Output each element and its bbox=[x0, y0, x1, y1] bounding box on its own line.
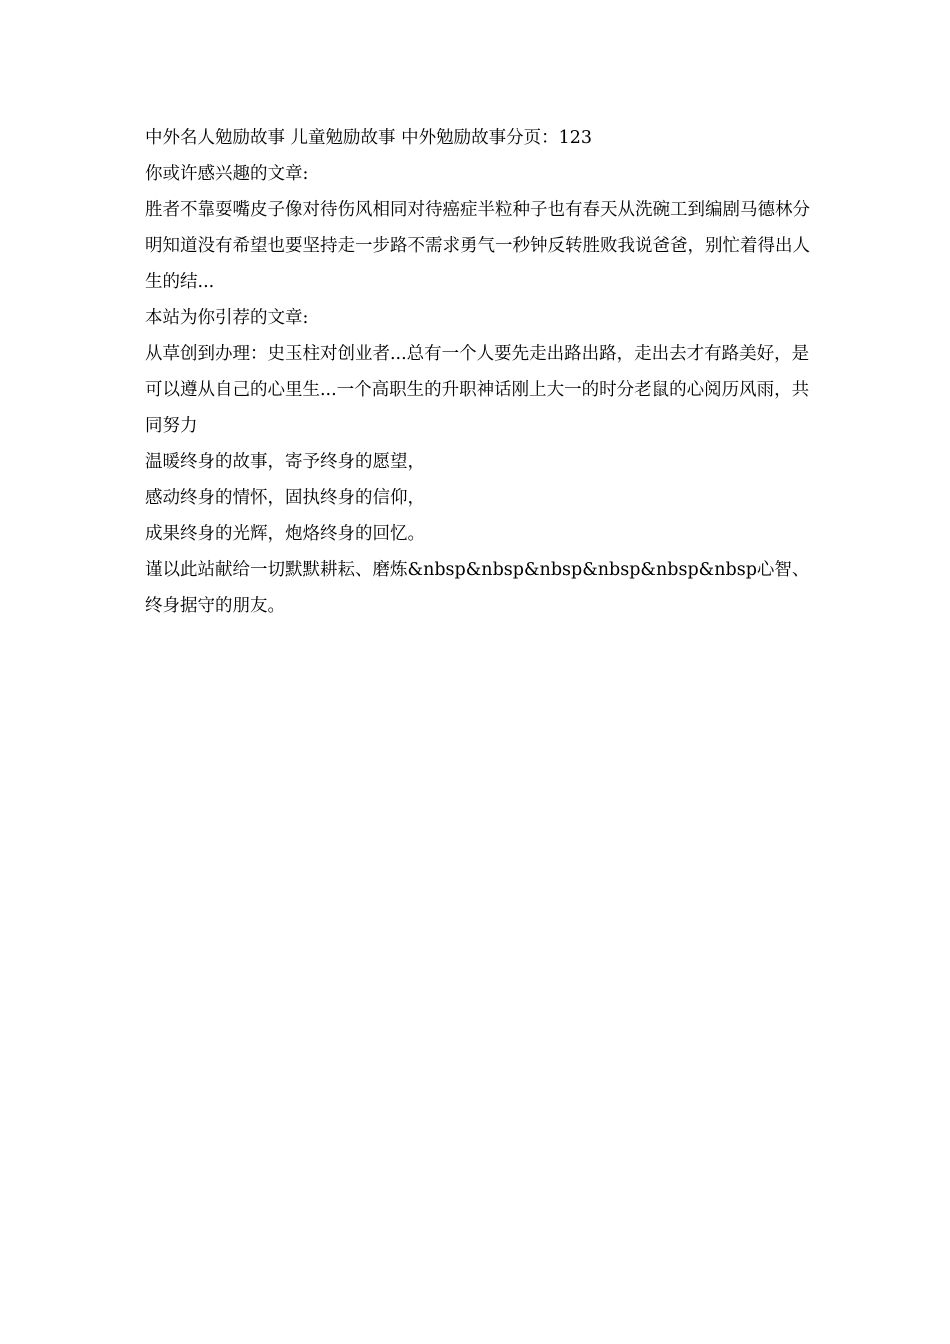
poem-line: 成果终身的光辉，炮烙终身的回忆。 bbox=[145, 524, 425, 544]
poem-line: 感动终身的情怀，固执终身的信仰， bbox=[145, 488, 425, 508]
interest-body: 胜者不靠耍嘴皮子像对待伤风相同对待癌症半粒种子也有春天从洗碗工到编剧马德林分明知道没有希望也要坚持走一步路不需求勇气一秒钟反转胜败我说爸爸，别忙着得出人生的结... bbox=[145, 200, 810, 292]
document-body bbox=[145, 120, 810, 624]
poem-line: 温暖终身的故事，寄予终身的愿望， bbox=[145, 452, 425, 472]
interest-heading: 你或许感兴趣的文章: bbox=[145, 164, 309, 184]
pagination-line: 中外名人勉励故事 儿童勉励故事 中外勉励故事分页：123 bbox=[145, 128, 593, 148]
dedication: 谨以此站献给一切默默耕耘、磨炼&nbsp&nbsp&nbsp&nbsp&nbsp&nbsp心智、终身据守的朋友。 bbox=[145, 560, 810, 616]
recommend-body: 从草创到办理：史玉柱对创业者...总有一个人要先走出路出路，走出去才有路美好，是可以遵从自己的心里生...一个高职生的升职神话刚上大一的时分老鼠的心阅历风雨，共同努力 bbox=[145, 344, 810, 436]
recommend-heading: 本站为你引荐的文章: bbox=[145, 308, 309, 328]
